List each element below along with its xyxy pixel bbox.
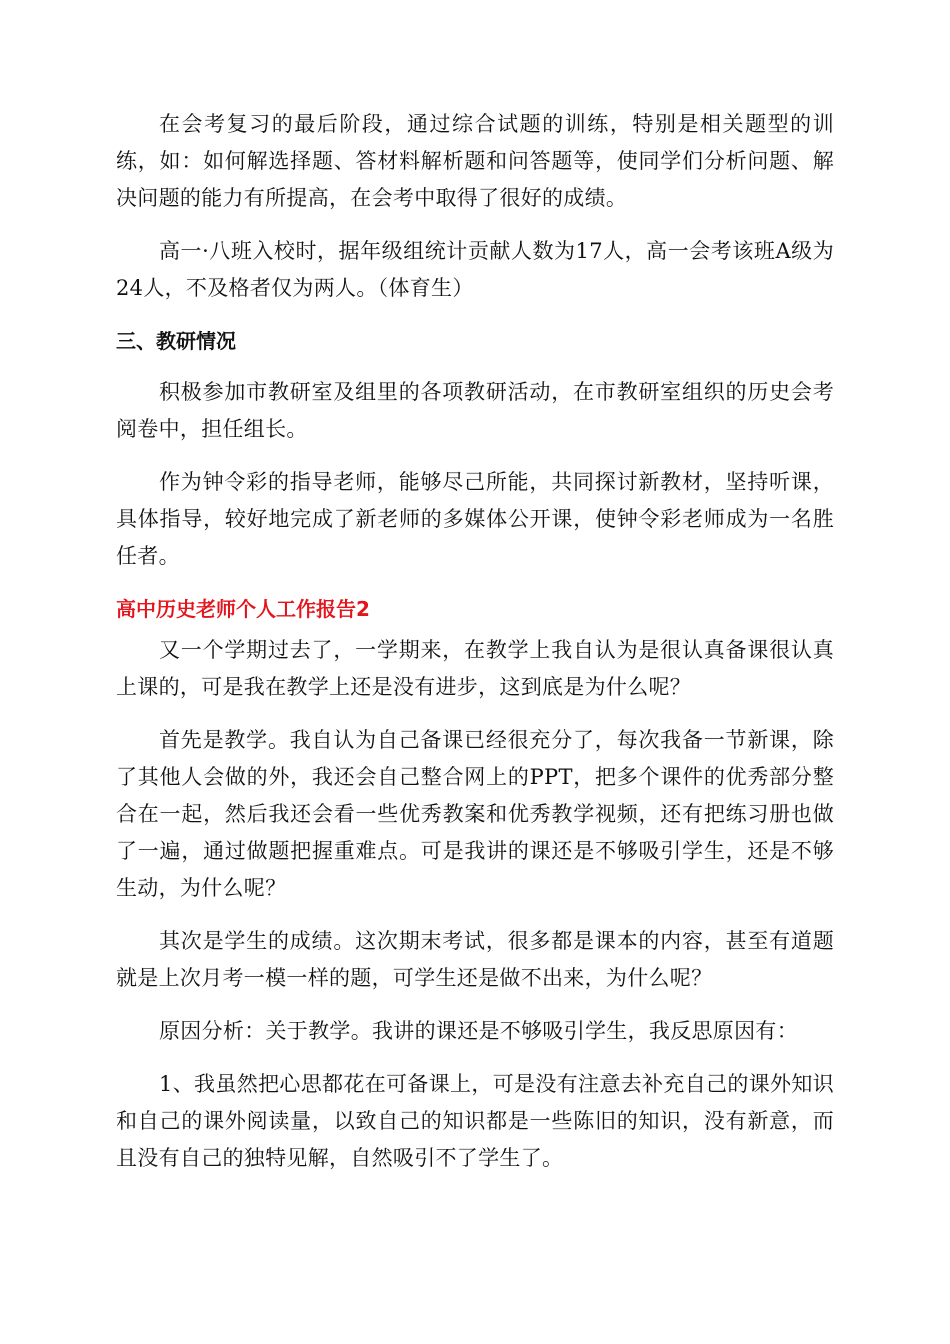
paragraph-semester-intro: 又一个学期过去了，一学期来，在教学上我自认为是很认真备课很认真上课的，可是我在教学上还是没有进步，这到底是为什么呢？ (116, 638, 834, 699)
paragraph-reason-one: 1、我虽然把心思都花在可备课上，可是没有注意去补充自己的课外知识和自己的课外阅读量，以致自己的知识都是一些陈旧的知识，没有新意，而且没有自己的独特见解，自然吸引不了学生了。 (116, 1072, 834, 1170)
paragraph-research-activities: 积极参加市教研室及组里的各项教研活动，在市教研室组织的历史会考阅卷中，担任组长。 (116, 380, 834, 441)
paragraph-review-training: 在会考复习的最后阶段，通过综合试题的训练，特别是相关题型的训练，如：如何解选择题、答材料解析题和问答题等，使同学们分析问题、解决问题的能力有所提高，在会考中取得了很好的成绩。 (116, 112, 834, 210)
paragraph-class-statistics: 高一·八班入校时，据年级组统计贡献人数为17人，高一会考该班A级为24人，不及格者仅为两人。（体育生） (116, 239, 834, 300)
paragraph-mentoring: 作为钟令彩的指导老师，能够尽己所能，共同探讨新教材，坚持听课，具体指导，较好地完成了新老师的多媒体公开课，使钟令彩老师成为一名胜任者。 (116, 470, 834, 568)
paragraph-cause-analysis: 原因分析：关于教学。我讲的课还是不够吸引学生，我反思原因有： (159, 1019, 798, 1043)
report-title: 高中历史老师个人工作报告2 (116, 597, 370, 621)
paragraph-teaching: 首先是教学。我自认为自己备课已经很充分了，每次我备一节新课，除了其他人会做的外，我还会自己整合网上的PPT，把多个课件的优秀部分整合在一起，然后我还会看一些优秀教案和优秀教学视频，还有把练习册也做了一遍，通过做题把握重难点。可是我讲的课还是不够吸引学生，还是不够生动，为什么呢？ (116, 728, 834, 900)
document-page (116, 106, 834, 1193)
section-heading-teaching-research: 三、教研情况 (116, 329, 236, 353)
paragraph-student-scores: 其次是学生的成绩。这次期末考试，很多都是课本的内容，甚至有道题就是上次月考一模一样的题，可学生还是做不出来，为什么呢？ (116, 929, 834, 990)
